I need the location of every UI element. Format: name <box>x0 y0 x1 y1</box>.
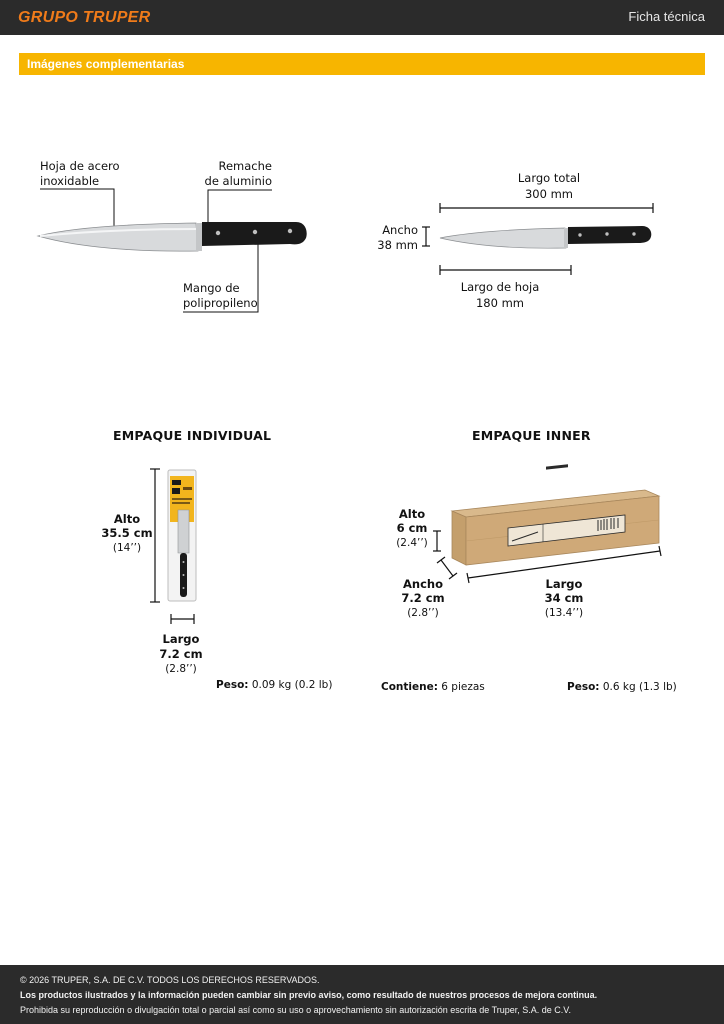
inner-width-cm: 7.2 cm <box>401 591 445 605</box>
footer-notice: Los productos ilustrados y la información pueden cambiar sin previo aviso, como resultado de nuestros procesos de mejora continua. <box>20 990 598 1000</box>
individual-height-label: Alto <box>113 512 141 526</box>
section-title: Imágenes complementarias <box>27 57 185 71</box>
individual-length-label: Largo <box>162 632 200 646</box>
inner-height-in: (2.4’’) <box>396 537 428 549</box>
blade-length-label: Largo de hoja <box>460 280 540 294</box>
total-length-label: Largo total <box>517 171 581 185</box>
width-label: Ancho <box>382 223 418 237</box>
blade-length-value: 180 mm <box>475 296 524 310</box>
individual-weight-label: Peso: <box>216 679 249 691</box>
individual-weight-value: 0.09 kg (0.2 lb) <box>251 679 333 691</box>
inner-weight-value: 0.6 kg (1.3 lb) <box>602 681 677 693</box>
label-rivet-line2: de aluminio <box>204 174 272 188</box>
inner-height-cm: 6 cm <box>396 521 428 535</box>
label-rivet-line1: Remache <box>218 159 272 173</box>
inner-width-label: Ancho <box>403 577 443 591</box>
total-length-value: 300 mm <box>524 187 573 201</box>
inner-package-title: EMPAQUE INNER <box>472 428 591 443</box>
footer <box>0 965 724 1024</box>
individual-length-in: (2.8’’) <box>165 663 197 675</box>
inner-height-label: Alto <box>398 507 426 521</box>
width-value: 38 mm <box>377 238 418 252</box>
inner-contains-value: 6 piezas <box>441 681 485 693</box>
label-blade-line1: Hoja de acero <box>40 159 120 173</box>
inner-length-cm: 34 cm <box>544 591 584 605</box>
label-handle-line2: polipropileno <box>183 296 258 310</box>
label-handle-line1: Mango de <box>183 281 240 295</box>
footer-copyright: © 2026 TRUPER, S.A. DE C.V. TODOS LOS DERECHOS RESERVADOS. <box>20 975 320 985</box>
individual-length-cm: 7.2 cm <box>159 647 203 661</box>
inner-weight-label: Peso: <box>567 681 600 693</box>
brand-logo: GRUPO TRUPER <box>18 9 151 26</box>
inner-width-in: (2.8’’) <box>407 607 439 619</box>
label-blade-line2: inoxidable <box>40 174 100 188</box>
individual-package-title: EMPAQUE INDIVIDUAL <box>113 428 272 443</box>
individual-height-in: (14’’) <box>112 542 142 554</box>
document-type: Ficha técnica <box>628 9 705 24</box>
inner-length-in: (13.4’’) <box>544 607 584 619</box>
inner-length-label: Largo <box>545 577 583 591</box>
footer-prohibition: Prohibida su reproducción o divulgación total o parcial así como su uso o aprovechamiento sin autorización escrita de Truper, S.A. de C.V. <box>20 1005 571 1015</box>
individual-height-cm: 35.5 cm <box>101 526 153 540</box>
inner-contains-label: Contiene: <box>381 681 438 693</box>
